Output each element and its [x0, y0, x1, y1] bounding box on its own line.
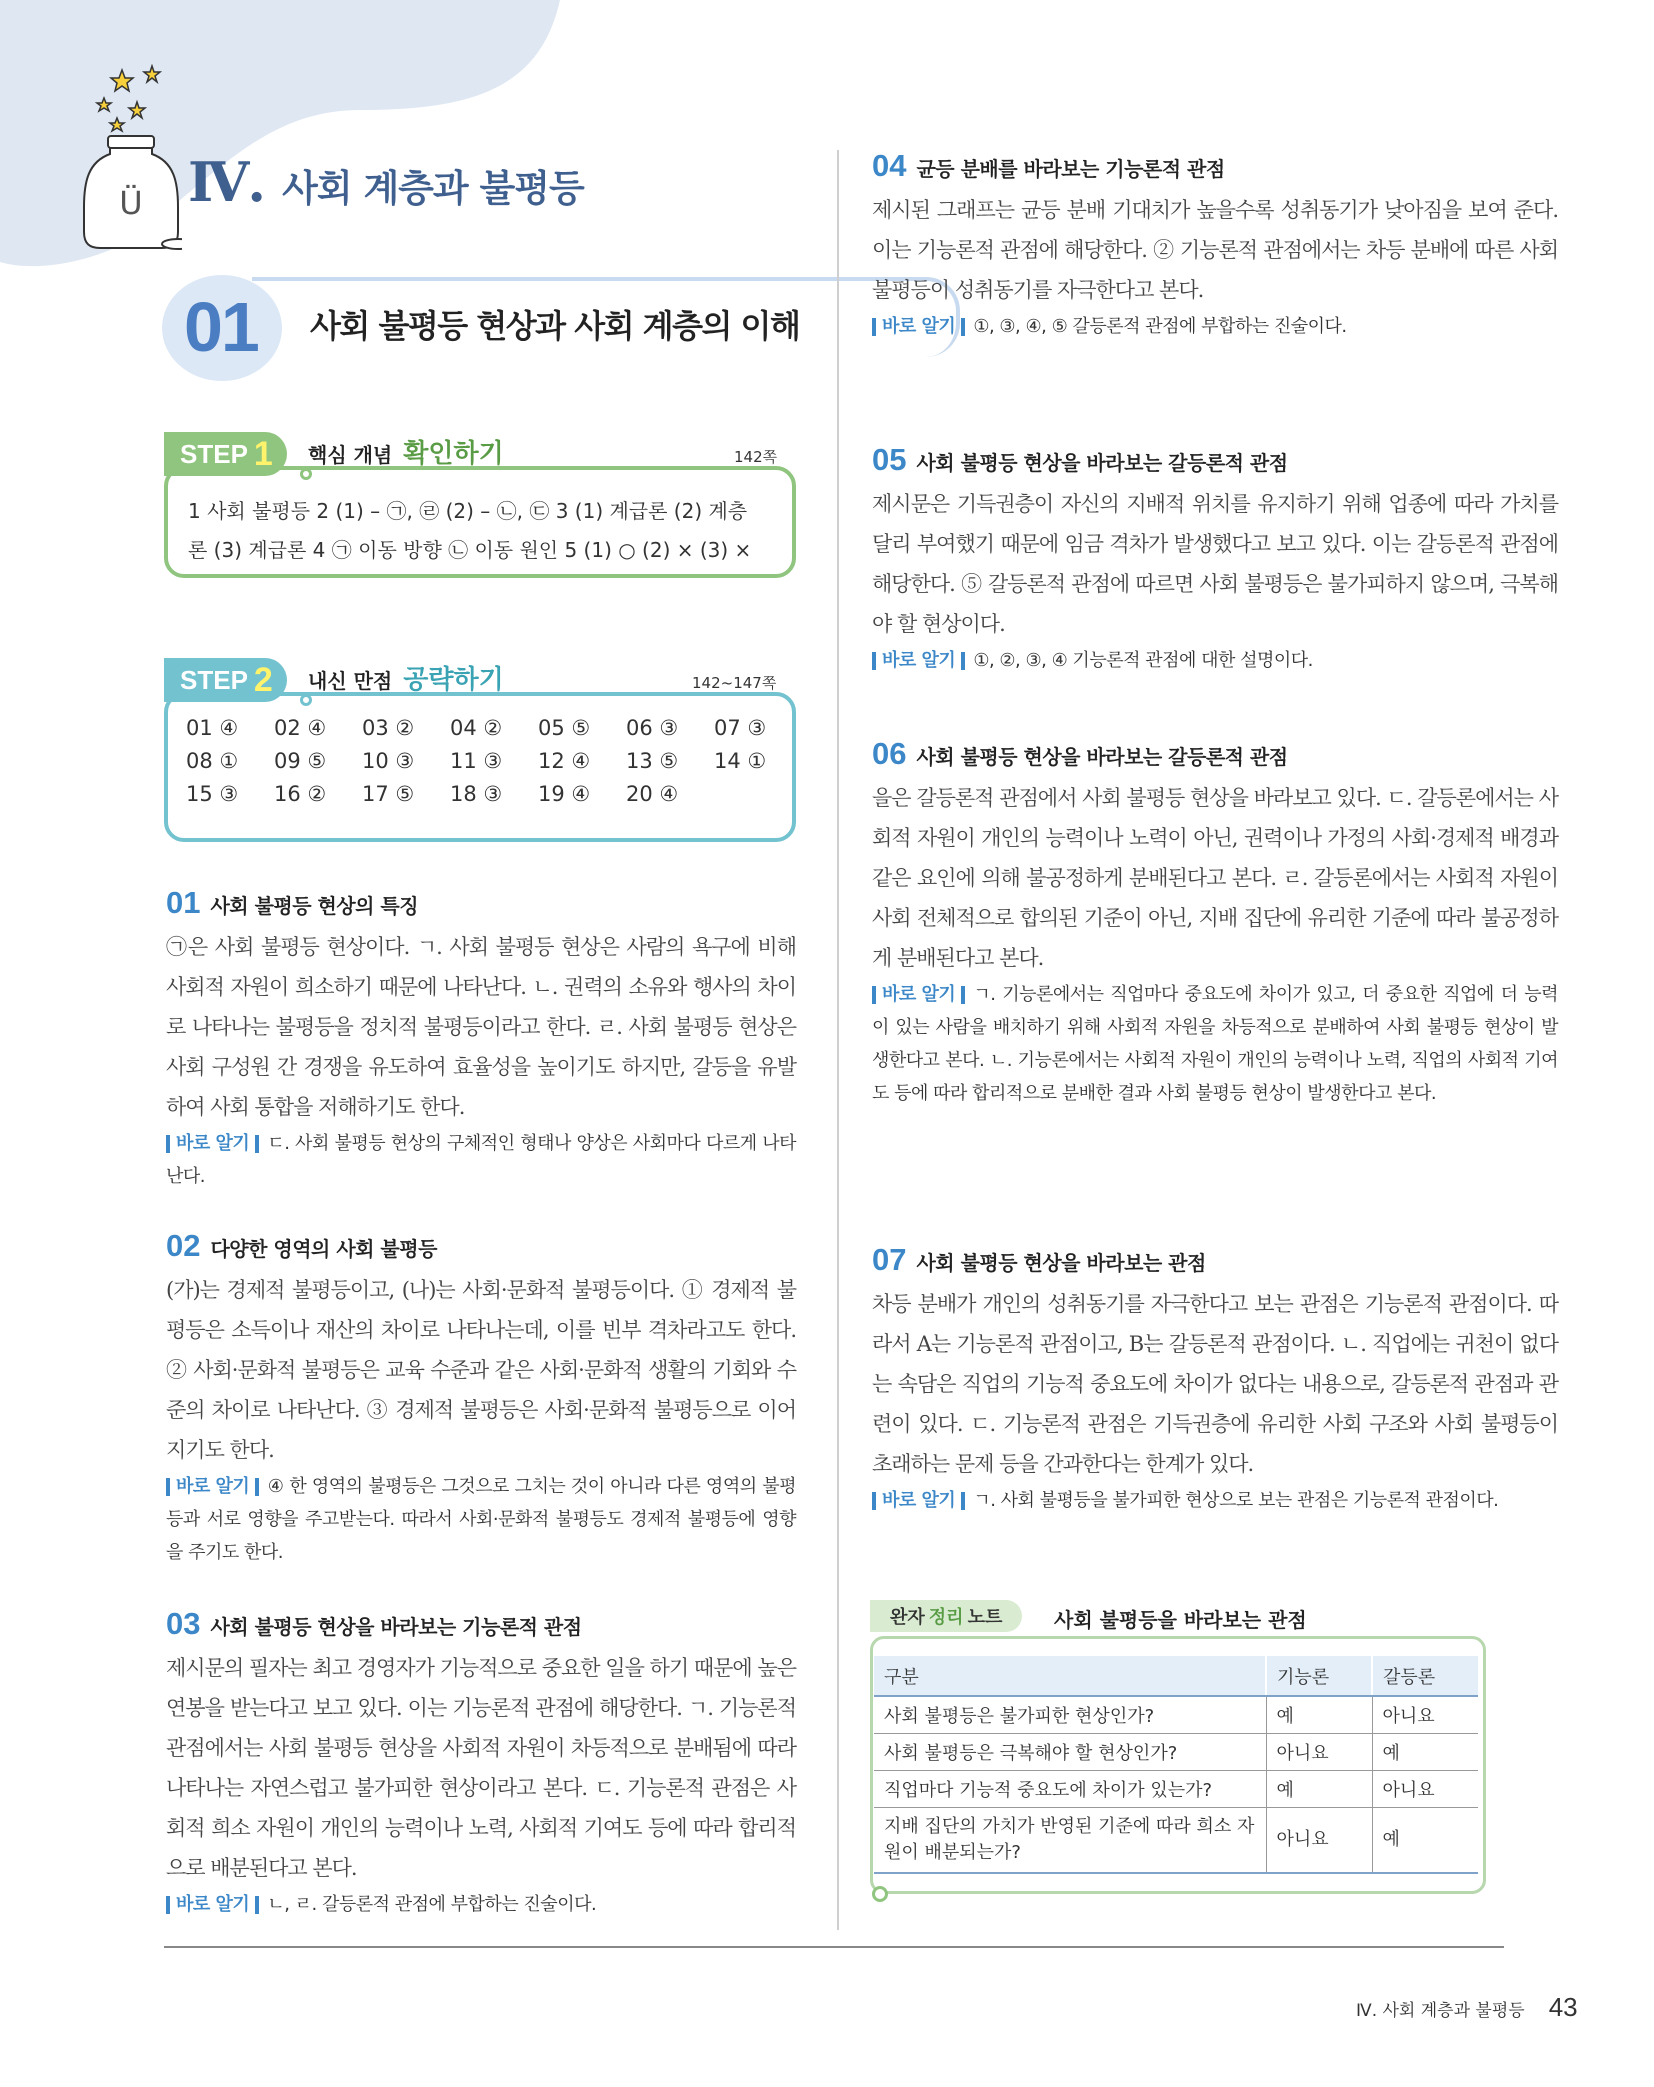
question-title: 사회 불평등 현상을 바라보는 기능론적 관점 — [210, 1615, 582, 1639]
question-header — [166, 1606, 796, 1642]
answer-item: 11 ③ — [450, 749, 503, 773]
question-01 — [166, 885, 796, 1193]
correction-text: ①, ③, ④, ⑤ 갈등론적 관점에 부합하는 진술이다. — [973, 316, 1347, 337]
page-number: 43 — [1548, 1992, 1578, 2022]
chapter-banner — [162, 275, 802, 385]
question-header — [872, 148, 1558, 184]
column-divider — [837, 150, 839, 1930]
unit-numeral: Ⅳ. — [188, 150, 265, 214]
table-cell: 예 — [1266, 1696, 1372, 1733]
question-06 — [872, 736, 1558, 1110]
question-explanation: ㉠은 사회 불평등 현상이다. ㄱ. 사회 불평등 현상은 사람의 욕구에 비해 사회적 자원이 희소하기 때문에 나타난다. ㄴ. 권력의 소유와 행사의 차이로 나타나는 불평등을 정치적 불평등이라고 한다. ㄹ. 사회 불평등 현상은 사회 구성원 간 경쟁을 유도하여 효율성을 높이기도 하지만, 갈등을 유발하여 사회 통합을 저해하기도 한다. — [166, 935, 796, 1119]
correction-tag: 바로 알기 — [166, 1135, 259, 1153]
answer-item: 17 ⑤ — [362, 782, 415, 806]
table-cell: 아니요 — [1372, 1696, 1478, 1733]
step1-answer-line: 1 사회 불평등 2 (1) – ㉠, ㉣ (2) – ㉡, ㉢ 3 (1) 계급론 (2) 계층 — [188, 499, 748, 523]
page-footer — [1356, 1992, 1578, 2023]
question-number: 01 — [166, 885, 201, 920]
question-number: 02 — [166, 1228, 201, 1263]
question-03 — [166, 1606, 796, 1921]
question-header — [872, 736, 1558, 772]
answer-item: 06 ③ — [626, 716, 679, 740]
step1-answers — [188, 492, 751, 570]
answer-item: 01 ④ — [186, 716, 239, 740]
answer-item: 16 ② — [274, 782, 327, 806]
question-header — [872, 1242, 1558, 1278]
answer-item: 08 ① — [186, 749, 239, 773]
correction-tag: 바로 알기 — [872, 1492, 965, 1510]
summary-tag-highlight: 정리 — [928, 1607, 964, 1628]
table-row — [874, 1807, 1478, 1873]
table-header-cell: 갈등론 — [1372, 1656, 1478, 1696]
table-cell: 직업마다 기능적 중요도에 차이가 있는가? — [874, 1770, 1266, 1807]
question-title: 사회 불평등 현상을 바라보는 갈등론적 관점 — [916, 745, 1288, 769]
step2-tab — [164, 658, 287, 702]
table-cell: 예 — [1372, 1733, 1478, 1770]
step2-tab-label: STEP — [180, 664, 248, 695]
question-title: 균등 분배를 바라보는 기능론적 관점 — [916, 157, 1225, 181]
step2-answers — [186, 716, 802, 806]
table-header-row — [874, 1656, 1478, 1696]
table-row — [874, 1770, 1478, 1807]
question-05 — [872, 442, 1558, 677]
table-cell: 아니요 — [1372, 1770, 1478, 1807]
step1-heading-text: 핵심 개념 — [308, 443, 393, 467]
question-04 — [872, 148, 1558, 343]
correction-note — [166, 1888, 796, 1921]
step1-heading — [308, 433, 504, 470]
question-07 — [872, 1242, 1558, 1517]
step1-answer-line: 론 (3) 계급론 4 ㉠ 이동 방향 ㉡ 이동 원인 5 (1) ○ (2) × (3) × — [188, 538, 752, 562]
answer-item: 14 ① — [714, 749, 767, 773]
answer-item: 13 ⑤ — [626, 749, 679, 773]
correction-note — [872, 1484, 1558, 1517]
correction-text: ㄱ. 사회 불평등을 불가피한 현상으로 보는 관점은 기능론적 관점이다. — [973, 1490, 1499, 1511]
summary-dot — [872, 1886, 888, 1902]
question-number: 03 — [166, 1606, 201, 1641]
chapter-number: 01 — [184, 288, 258, 366]
question-explanation: 을은 갈등론적 관점에서 사회 불평등 현상을 바라보고 있다. ㄷ. 갈등론에서는 사회적 자원이 개인의 능력이나 노력이 아닌, 권력이나 가정의 사회·경제적 배경과 같은 요인에 의해 불공정하게 분배된다고 본다. ㄹ. 갈등론에서는 사회적 자원이 사회 전체적으로 합의된 기준이 아닌, 지배 집단에 유리한 기준에 따라 불공정하게 분배된다고 본다. — [872, 786, 1558, 970]
table-row — [874, 1696, 1478, 1733]
bottom-rule — [164, 1946, 1504, 1948]
answer-item: 20 ④ — [626, 782, 679, 806]
question-explanation: 차등 분배가 개인의 성취동기를 자극한다고 보는 관점은 기능론적 관점이다. 따라서 A는 기능론적 관점이고, B는 갈등론적 관점이다. ㄴ. 직업에는 귀천이 없다는 속담은 직업의 기능적 중요도에 차이가 없다는 내용으로, 갈등론적 관점과 관련이 있다. ㄷ. 기능론적 관점은 기득권층에 유리한 사회 구조와 사회 불평등이 초래하는 문제 등을 간과한다는 한계가 있다. — [872, 1292, 1558, 1476]
table-cell: 예 — [1266, 1770, 1372, 1807]
summary-note-tag — [870, 1600, 1022, 1632]
step2-heading-text: 내신 만점 — [308, 669, 393, 693]
answer-item: 05 ⑤ — [538, 716, 591, 740]
correction-text: ㄷ. 사회 불평등 현상의 구체적인 형태나 양상은 사회마다 다르게 나타난다. — [166, 1133, 796, 1187]
question-explanation: 제시문의 필자는 최고 경영자가 기능적으로 중요한 일을 하기 때문에 높은 연봉을 받는다고 보고 있다. 이는 기능론적 관점에 해당한다. ㄱ. 기능론적 관점에서는 사회 불평등 현상을 사회적 자원이 차등적으로 분배됨에 따라 나타나는 자연스럽고 불가피한 현상이라고 본다. ㄷ. 기능론적 관점은 사회적 희소 자원이 개인의 능력이나 노력, 사회적 기여도 등에 따라 합리적으로 배분된다고 본다. — [166, 1656, 796, 1880]
correction-note — [166, 1470, 796, 1569]
question-number: 06 — [872, 736, 907, 771]
step2-heading — [308, 659, 504, 696]
summary-title: 사회 불평등을 바라보는 관점 — [1054, 1608, 1307, 1632]
question-explanation: 제시된 그래프는 균등 분배 기대치가 높을수록 성취동기가 낮아짐을 보여 준다. 이는 기능론적 관점에 해당한다. ② 기능론적 관점에서는 차등 분배에 따른 사회 불평등이 성취동기를 자극한다고 본다. — [872, 198, 1558, 302]
summary-tag-prefix: 완자 — [890, 1607, 925, 1628]
question-number: 04 — [872, 148, 907, 183]
question-title: 사회 불평등 현상을 바라보는 갈등론적 관점 — [916, 451, 1288, 475]
step2-heading-highlight: 공략하기 — [403, 665, 504, 695]
table-header-cell: 기능론 — [1266, 1656, 1372, 1696]
correction-text: ①, ②, ③, ④ 기능론적 관점에 대한 설명이다. — [973, 650, 1313, 671]
answer-item: 19 ④ — [538, 782, 591, 806]
footer-section-label: Ⅳ. 사회 계층과 불평등 — [1356, 2001, 1525, 2021]
answer-item: 09 ⑤ — [274, 749, 327, 773]
correction-tag: 바로 알기 — [872, 652, 965, 670]
correction-tag: 바로 알기 — [166, 1478, 259, 1496]
answer-item: 02 ④ — [274, 716, 327, 740]
correction-note — [872, 310, 1558, 343]
correction-note — [166, 1127, 796, 1193]
step1-page-ref: 142쪽 — [734, 448, 778, 466]
answer-item: 12 ④ — [538, 749, 591, 773]
correction-tag: 바로 알기 — [872, 986, 965, 1004]
correction-tag: 바로 알기 — [872, 318, 965, 336]
step1-heading-highlight: 확인하기 — [403, 439, 504, 469]
question-02 — [166, 1228, 796, 1569]
question-title: 사회 불평등 현상을 바라보는 관점 — [916, 1251, 1206, 1275]
question-title: 다양한 영역의 사회 불평등 — [210, 1237, 437, 1261]
table-cell: 사회 불평등은 극복해야 할 현상인가? — [874, 1733, 1266, 1770]
question-number: 05 — [872, 442, 907, 477]
table-cell: 아니요 — [1266, 1807, 1372, 1873]
table-cell: 예 — [1372, 1807, 1478, 1873]
correction-note — [872, 644, 1558, 677]
table-row — [874, 1733, 1478, 1770]
step2-page-ref: 142~147쪽 — [692, 674, 777, 692]
question-title: 사회 불평등 현상의 특징 — [210, 894, 419, 918]
answer-item: 04 ② — [450, 716, 503, 740]
answer-item: 10 ③ — [362, 749, 415, 773]
correction-text: ④ 한 영역의 불평등은 그것으로 그치는 것이 아니라 다른 영역의 불평등과 서로 영향을 주고받는다. 따라서 사회·문화적 불평등도 경제적 불평등에 영향을 주기도 한다. — [166, 1476, 796, 1563]
step1-tab-label: STEP — [180, 438, 248, 469]
unit-heading — [188, 150, 584, 214]
table-cell: 지배 집단의 가치가 반영된 기준에 따라 희소 자원이 배분되는가? — [874, 1807, 1266, 1873]
question-explanation: 제시문은 기득권층이 자신의 지배적 위치를 유지하기 위해 업종에 따라 가치를 달리 부여했기 때문에 임금 격차가 발생했다고 보고 있다. 이는 갈등론적 관점에 해당한다. ⑤ 갈등론적 관점에 따르면 사회 불평등은 불가피하지 않으며, 극복해야 할 현상이다. — [872, 492, 1558, 636]
question-explanation: (가)는 경제적 불평등이고, (나)는 사회·문화적 불평등이다. ① 경제적 불평등은 소득이나 재산의 차이로 나타나는데, 이를 빈부 격차라고도 한다. ② 사회·문화적 불평등은 교육 수준과 같은 사회·문화적 생활의 기회와 수준의 차이로 나타난다. ③ 경제적 불평등은 사회·문화적 불평등으로 이어지기도 한다. — [166, 1278, 796, 1462]
answer-item: 07 ③ — [714, 716, 767, 740]
answer-item: 18 ③ — [450, 782, 503, 806]
answer-item: 03 ② — [362, 716, 415, 740]
table-header-cell: 구분 — [874, 1656, 1266, 1696]
unit-title: 사회 계층과 불평등 — [282, 167, 584, 210]
summary-tag-suffix: 노트 — [967, 1607, 1003, 1628]
table-cell: 아니요 — [1266, 1733, 1372, 1770]
summary-table — [874, 1656, 1478, 1874]
correction-tag: 바로 알기 — [166, 1896, 259, 1914]
question-number: 07 — [872, 1242, 907, 1277]
question-header — [166, 885, 796, 921]
question-header — [166, 1228, 796, 1264]
table-cell: 사회 불평등은 불가피한 현상인가? — [874, 1696, 1266, 1733]
jar-icon — [82, 62, 182, 252]
answer-item: 15 ③ — [186, 782, 239, 806]
svg-text:Ü: Ü — [119, 184, 143, 222]
chapter-title: 사회 불평등 현상과 사회 계층의 이해 — [310, 307, 800, 345]
step1-tab-number: 1 — [253, 434, 273, 473]
step1-tab — [164, 432, 287, 476]
step2-tab-number: 2 — [253, 660, 273, 699]
correction-text: ㄱ. 기능론에서는 직업마다 중요도에 차이가 있고, 더 중요한 직업에 더 능력이 있는 사람을 배치하기 위해 사회적 자원을 차등적으로 분배하여 사회 불평등 현상이 발생한다고 본다. ㄴ. 기능론에서는 사회적 자원이 개인의 능력이나 노력, 직업의 사회적 기여도 등에 따라 합리적으로 분배한 결과 사회 불평등 현상이 발생한다고 본다. — [872, 984, 1558, 1104]
correction-text: ㄴ, ㄹ. 갈등론적 관점에 부합하는 진술이다. — [267, 1894, 597, 1915]
correction-note — [872, 978, 1558, 1110]
question-header — [872, 442, 1558, 478]
